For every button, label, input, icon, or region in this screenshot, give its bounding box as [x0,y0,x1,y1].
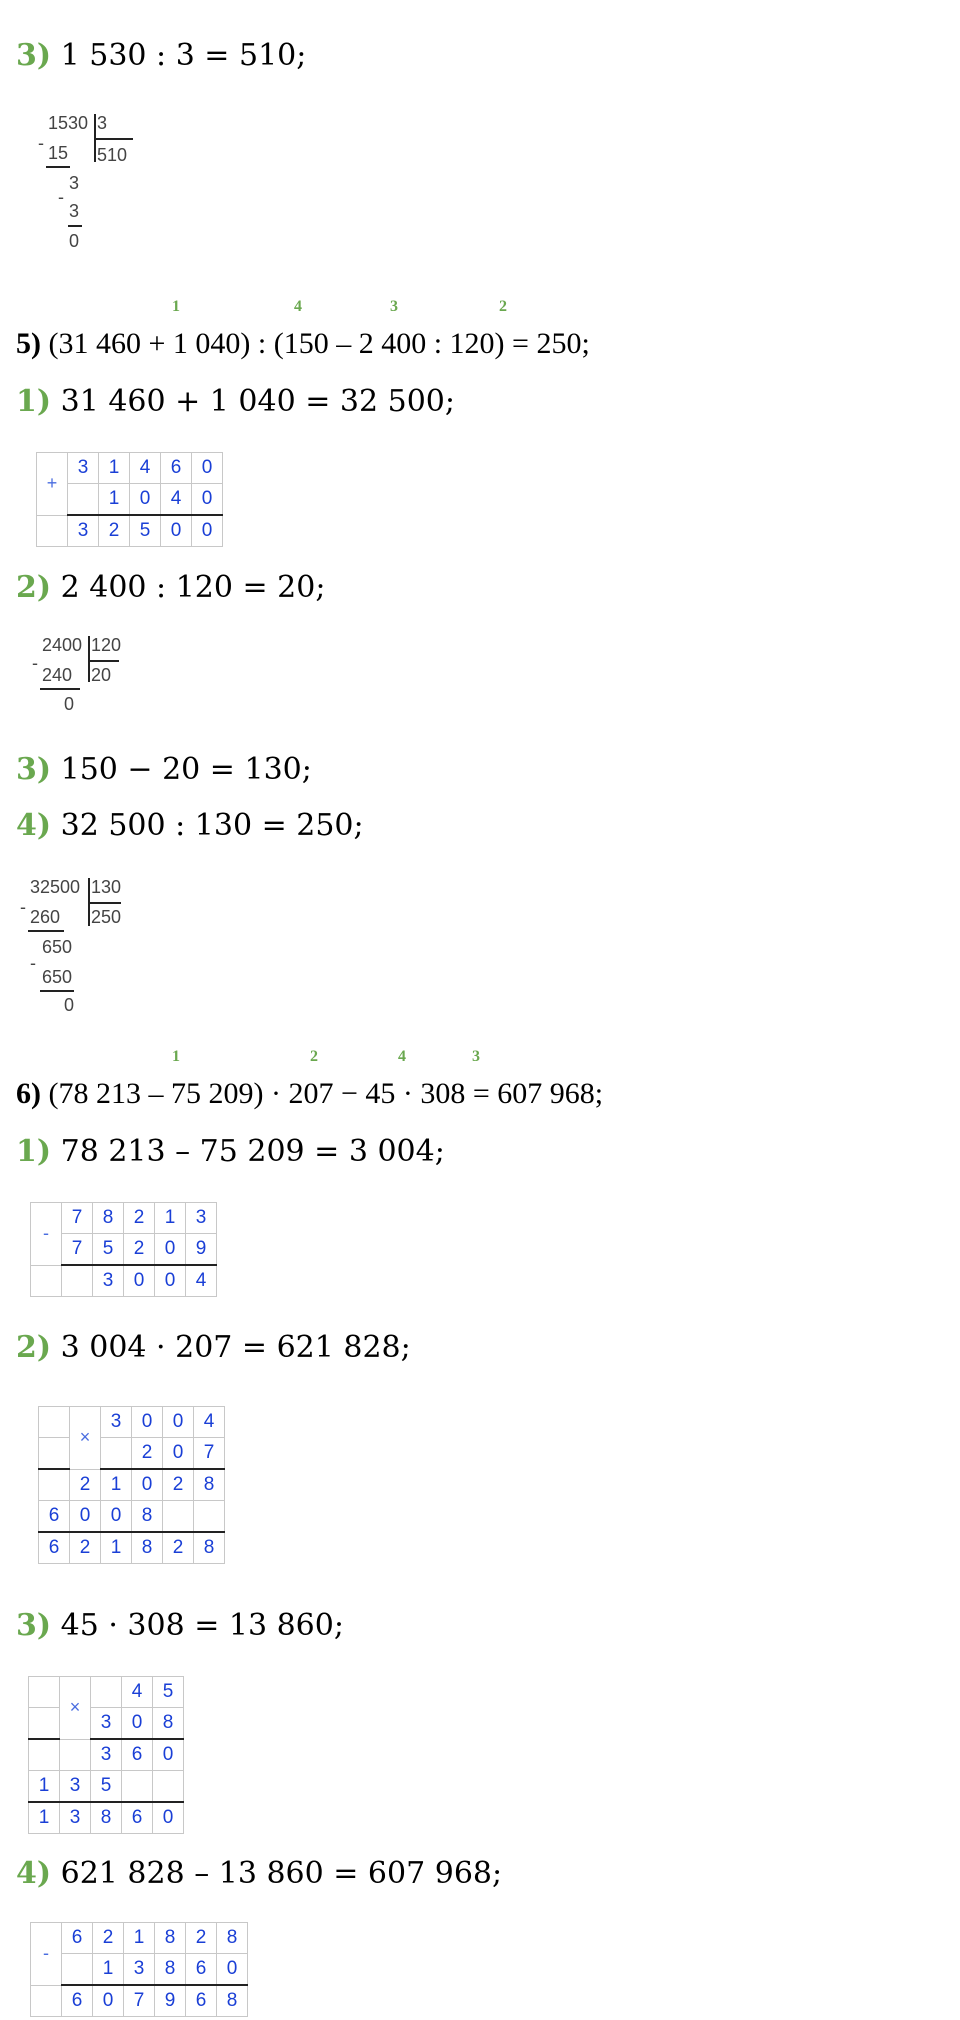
remainder: 0 [64,694,75,714]
digit: 1 [99,484,130,516]
digit: 5 [153,1677,184,1708]
task6-step2 [16,1330,411,1366]
digit: 2 [132,1438,163,1470]
step-number: 3) [16,752,52,787]
expression: (78 213 – 75 209) · 207 − 45 · 308 = 607 968; [48,1077,604,1110]
digit: 8 [155,1954,186,1986]
long-division-32500 [22,876,142,1026]
expression: 32 500 : 130 = 250; [60,808,364,843]
task3-line [16,38,306,74]
task5-step3 [16,752,312,788]
digit: 0 [70,1501,101,1533]
digit: 1 [101,1469,132,1501]
minus-sign: - [20,897,26,917]
digit: 3 [101,1407,132,1438]
digit: 4 [130,453,161,484]
digit: 2 [70,1469,101,1501]
operator: + [37,453,68,516]
digit: 2 [124,1234,155,1266]
task5-step1 [16,384,455,420]
subtrahend: 260 [30,907,61,927]
step-number: 4) [16,808,52,843]
order-mark: 2 [310,1048,318,1065]
step-number: 3) [16,38,52,73]
underline [40,688,80,690]
step-number: 1) [16,384,52,419]
digit: 0 [130,484,161,516]
subtraction-table-2 [30,1922,248,2017]
digit: 2 [70,1532,101,1564]
subtraction-table [30,1202,217,1297]
quotient-bar [89,902,121,904]
remainder: 0 [69,231,80,251]
digit: 1 [101,1532,132,1564]
order-mark: 1 [172,1048,180,1065]
quotient: 250 [91,907,122,927]
subtrahend: 650 [42,967,73,987]
remainder: 0 [64,995,75,1015]
divisor: 3 [97,113,108,133]
digit: 0 [132,1469,163,1501]
order-mark: 3 [390,298,398,315]
digit [62,1265,93,1297]
digit: 7 [194,1438,225,1470]
divisor: 130 [91,877,122,897]
dividend: 2400 [42,635,83,655]
digit: 1 [29,1771,60,1803]
subtrahend: 240 [42,665,73,685]
step-number: 4) [16,1856,52,1891]
multiplication-table-1 [38,1406,225,1564]
digit: 0 [217,1954,248,1986]
task6-step3 [16,1608,344,1644]
digit: 0 [163,1438,194,1470]
digit: 4 [186,1265,217,1297]
digit: 6 [62,1985,93,2017]
task-number: 5) [16,327,41,360]
digit: 0 [155,1265,186,1297]
digit: 3 [91,1739,122,1771]
digit [62,1954,93,1986]
digit: 0 [153,1802,184,1834]
digit: 0 [163,1407,194,1438]
quotient: 20 [91,665,112,685]
expression: (31 460 + 1 040) : (150 – 2 400 : 120) = 250; [48,327,590,360]
remainder: 3 [69,173,80,193]
digit: 0 [122,1708,153,1740]
digit: 3 [124,1954,155,1986]
digit: 0 [153,1739,184,1771]
digit: 8 [217,1923,248,1954]
digit: 1 [29,1802,60,1834]
digit: 8 [155,1923,186,1954]
digit: 3 [93,1265,124,1297]
multiplication-table-2 [28,1676,184,1834]
addition-table [36,452,223,547]
digit: 3 [68,515,99,547]
digit: 8 [153,1708,184,1740]
step-number: 1) [16,1134,52,1169]
quotient: 510 [97,145,128,165]
expression: 150 − 20 = 130; [60,752,312,787]
minus-sign: - [30,953,36,973]
digit: 7 [62,1203,93,1234]
digit: 0 [192,484,223,516]
digit: 3 [60,1771,91,1803]
digit: 0 [132,1407,163,1438]
operator: - [31,1203,62,1266]
digit: 1 [93,1954,124,1986]
digit: 6 [122,1739,153,1771]
order-mark: 2 [499,298,507,315]
digit: 0 [161,515,192,547]
step-number: 2) [16,570,52,605]
minus-sign: - [38,133,44,153]
task6-step4 [16,1856,502,1892]
order-mark: 3 [472,1048,480,1065]
digit: 6 [39,1532,70,1564]
digit: 2 [186,1923,217,1954]
subtrahend: 3 [69,201,80,221]
digit: 0 [101,1501,132,1533]
task6-step1 [16,1134,445,1170]
digit: 6 [161,453,192,484]
task6-line [16,1076,603,1112]
long-division-1530 [40,112,150,262]
digit [68,484,99,516]
digit: 8 [132,1501,163,1533]
digit: 0 [155,1234,186,1266]
digit: 7 [62,1234,93,1266]
digit: 0 [124,1265,155,1297]
expression: 2 400 : 120 = 20; [60,570,326,605]
quotient-bar [95,138,133,140]
digit: 8 [194,1532,225,1564]
underline [40,990,74,992]
underline [28,930,64,932]
digit: 8 [217,1985,248,2017]
expression: 45 · 308 = 13 860; [60,1608,344,1643]
digit: 6 [39,1501,70,1533]
underline [46,166,70,168]
division-bar [88,636,90,682]
digit: 9 [155,1985,186,2017]
digit: 2 [93,1923,124,1954]
digit: 1 [124,1923,155,1954]
digit: 0 [93,1985,124,2017]
dividend: 1530 [48,113,89,133]
expression: 31 460 + 1 040 = 32 500; [60,384,455,419]
operator: - [31,1923,62,1986]
expression: 1 530 : 3 = 510; [60,38,307,73]
subtrahend: 15 [48,143,69,163]
digit: 7 [124,1985,155,2017]
expression: 3 004 · 207 = 621 828; [60,1330,411,1365]
digit: 2 [163,1532,194,1564]
digit: 2 [163,1469,194,1501]
digit: 8 [132,1532,163,1564]
expression: 621 828 – 13 860 = 607 968; [60,1856,503,1891]
digit: 4 [194,1407,225,1438]
task5-step4 [16,808,364,844]
digit: 3 [91,1708,122,1740]
order-mark: 4 [294,298,302,315]
underline [68,225,82,227]
step-number: 3) [16,1608,52,1643]
digit: 5 [130,515,161,547]
digit: 0 [192,453,223,484]
digit: 1 [99,453,130,484]
digit: 5 [91,1771,122,1803]
digit: 6 [62,1923,93,1954]
task5-line [16,326,590,362]
digit: 2 [99,515,130,547]
operator: × [60,1677,91,1740]
digit: 3 [60,1802,91,1834]
digit: 9 [186,1234,217,1266]
digit: 6 [122,1802,153,1834]
expression: 78 213 – 75 209 = 3 004; [60,1134,445,1169]
digit: 6 [186,1954,217,1986]
digit: 3 [68,453,99,484]
digit: 8 [194,1469,225,1501]
order-mark: 1 [172,298,180,315]
digit: 8 [91,1802,122,1834]
digit: 2 [124,1203,155,1234]
digit: 4 [161,484,192,516]
minus-sign: - [32,653,38,673]
step-number: 2) [16,1330,52,1365]
long-division-2400 [34,634,144,714]
digit: 5 [93,1234,124,1266]
digit: 3 [186,1203,217,1234]
task5-step2 [16,570,325,606]
divisor: 120 [91,635,122,655]
task-number: 6) [16,1077,41,1110]
minus-sign: - [58,187,64,207]
digit: 6 [186,1985,217,2017]
dividend: 32500 [30,877,81,897]
quotient-bar [89,660,119,662]
order-mark: 4 [398,1048,406,1065]
digit: 4 [122,1677,153,1708]
digit: 0 [192,515,223,547]
digit: 8 [93,1203,124,1234]
operator: × [70,1407,101,1470]
digit: 1 [155,1203,186,1234]
remainder: 650 [42,937,73,957]
